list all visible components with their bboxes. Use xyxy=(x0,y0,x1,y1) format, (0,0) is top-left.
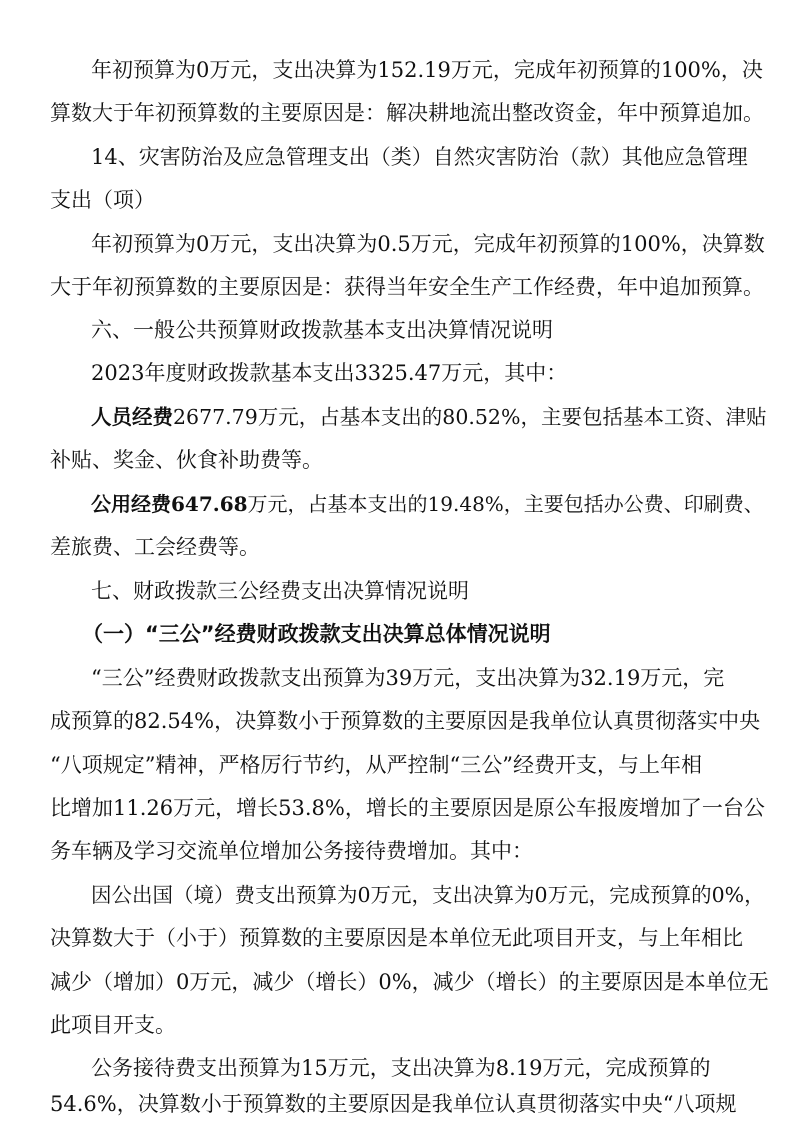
paragraph-line: 决算数大于（小于）预算数的主要原因是本单位无此项目开支，与上年相比 xyxy=(50,926,743,950)
item-heading: 14、灾害防治及应急管理支出（类）自然灾害防治（款）其他应急管理 xyxy=(91,145,748,169)
paragraph-line: 务车辆及学习交流单位增加公务接待费增加。其中： xyxy=(50,839,533,863)
bold-label: 公用经费 xyxy=(91,492,171,516)
subsection-heading: （一）“三公”经费财政拨款支出决算总体情况说明 xyxy=(82,622,551,646)
bold-label: 人员经费 xyxy=(91,405,173,429)
paragraph-line xyxy=(91,402,766,432)
paragraph-line: 年初预算为0万元，支出决算为0.5万元，完成年初预算的100%，决算数 xyxy=(91,232,765,256)
section-heading: 七、财政拨款三公经费支出决算情况说明 xyxy=(91,579,469,603)
paragraph-line: 成预算的82.54%，决算数小于预算数的主要原因是我单位认真贯彻落实中央 xyxy=(50,709,761,733)
paragraph-line: 比增加11.26万元，增长53.8%，增长的主要原因是原公车报废增加了一台公 xyxy=(50,796,765,820)
item-heading: 支出（项） xyxy=(50,188,155,212)
paragraph-line: 差旅费、工会经费等。 xyxy=(50,535,260,559)
paragraph-line: 补贴、奖金、伙食补助费等。 xyxy=(50,448,323,472)
paragraph-line: 算数大于年初预算数的主要原因是：解决耕地流出整改资金，年中预算追加。 xyxy=(50,101,764,125)
paragraph-text: 2677.79万元，占基本支出的80.52%，主要包括基本工资、津贴 xyxy=(173,405,767,429)
paragraph-line xyxy=(91,489,764,519)
paragraph-line: 大于年初预算数的主要原因是：获得当年安全生产工作经费，年中追加预算。 xyxy=(50,275,764,299)
paragraph-line: “三公”经费财政拨款支出预算为39万元，支出决算为32.19万元，完 xyxy=(91,666,725,690)
paragraph-line: 54.6%，决算数小于预算数的主要原因是我单位认真贯彻落实中央“八项规 xyxy=(50,1092,737,1116)
bold-amount: 647.68 xyxy=(171,492,248,516)
paragraph-line: 公务接待费支出预算为15万元，支出决算为8.19万元，完成预算的 xyxy=(91,1056,711,1080)
paragraph-line: 减少（增加）0万元，减少（增长）0%，减少（增长）的主要原因是本单位无 xyxy=(50,970,769,994)
paragraph-line: 年初预算为0万元，支出决算为152.19万元，完成年初预算的100%，决 xyxy=(91,58,763,82)
section-heading: 六、一般公共预算财政拨款基本支出决算情况说明 xyxy=(91,318,553,342)
paragraph-text: 万元，占基本支出的19.48%，主要包括办公费、印刷费、 xyxy=(247,492,764,516)
paragraph-line: 2023年度财政拨款基本支出3325.47万元，其中： xyxy=(91,361,568,385)
paragraph-line: 因公出国（境）费支出预算为0万元，支出决算为0万元，完成预算的0%， xyxy=(91,883,765,907)
paragraph-line: 此项目开支。 xyxy=(50,1013,176,1037)
paragraph-line: “八项规定”精神，严格厉行节约，从严控制“三公”经费开支，与上年相 xyxy=(50,753,702,777)
